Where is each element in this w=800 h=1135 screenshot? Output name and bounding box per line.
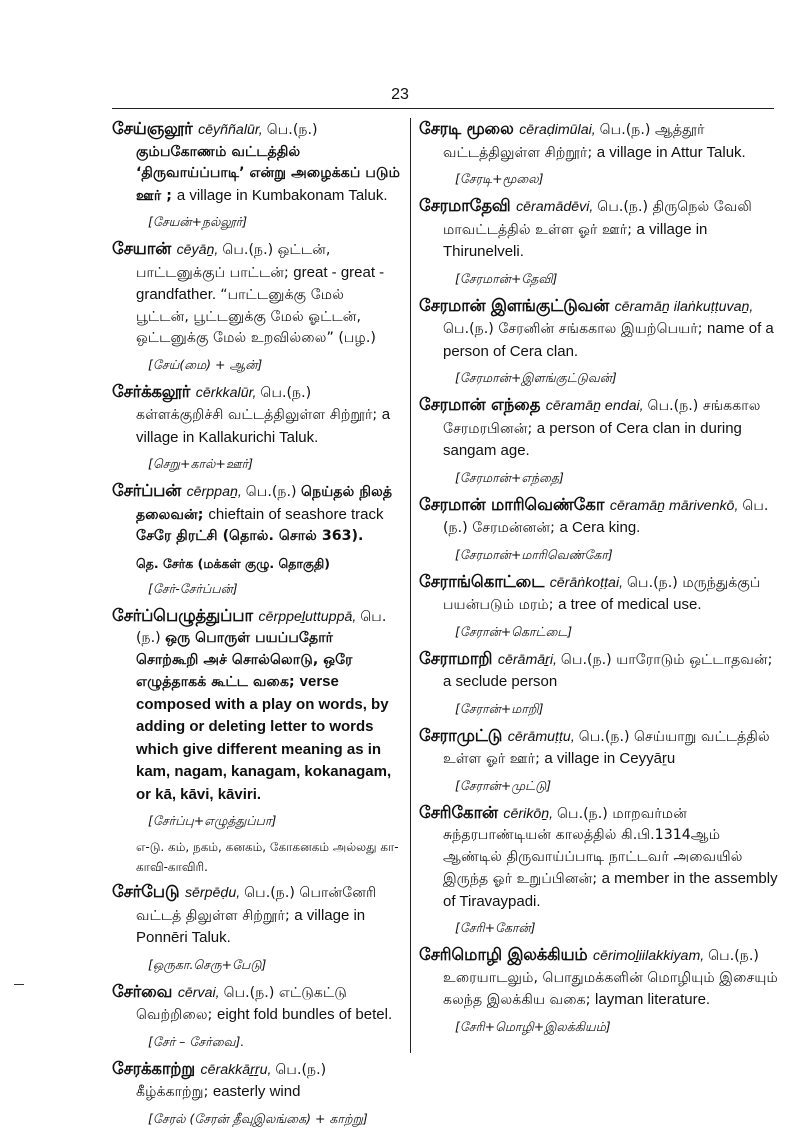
tamil-definition: சேரமன்னன்; — [472, 520, 560, 536]
english-definition: chieftain of seashore track — [208, 505, 384, 523]
english-definition: a seclude person — [443, 673, 558, 690]
tamil-definition: ஒரு பொருள் பயப்பதோர் சொற்கூறி அச் சொல்லொடு, ஒரே எழுத்தாகக் கூட்ட வகை; — [136, 630, 353, 690]
tamil-definition: பொன்னேரி வட்டத் திலுள்ள சிற்றூர்; — [136, 885, 377, 924]
tamil-definition: கீழ்க்காற்று; — [136, 1084, 213, 1100]
entry-text — [112, 118, 400, 207]
headword: சேரிமொழி இலக்கியம் — [419, 945, 594, 964]
english-definition: a village in Ponnēri Taluk. — [136, 906, 366, 946]
grammar-tag: பெ.(ந.) — [599, 122, 655, 138]
transliteration: sērpēḍu, — [184, 885, 245, 901]
grammar-tag: பெ.(ந.) — [443, 321, 499, 337]
headword: சேரமான் இளங்குட்டுவன் — [419, 295, 615, 315]
headword: சேயான் — [112, 239, 177, 258]
tamil-definition: நெய்தல் நிலத் தலைவன்; — [136, 484, 393, 523]
citation: சேரே திரட்சி (தொல். சொல் 363). — [136, 528, 364, 544]
tamil-definition: ஒட்டன், பாட்டனுக்குப் பாட்டன்; — [136, 242, 331, 281]
dictionary-entry — [112, 605, 400, 878]
headword: சேரக்காற்று — [112, 1058, 201, 1078]
tamil-definition: உரையாடலும், பொதுமக்களின் மொழியும் இசையும் கலந்த இலக்கிய வகை; — [443, 969, 778, 1008]
header-rule — [112, 108, 774, 109]
grammar-tag: பெ.(ந.) — [244, 885, 300, 901]
grammar-tag: பெ.(ந.) — [557, 805, 613, 822]
margin-mark — [14, 984, 24, 985]
transliteration: cēramāṉ endai, — [545, 398, 648, 414]
etymology: [சேரான்+கொட்டை] — [455, 623, 573, 639]
proverb: “பாட்டனுக்கு மேல் பூட்டன், பூட்டனுக்கு மேல் ஓட்டன், ஒட்டனுக்கு மேல் உறவில்லை” (பழ.) — [136, 287, 376, 346]
transliteration: cērāṅkoṭṭai, — [549, 574, 627, 591]
transliteration: cēraḍimūlai, — [519, 122, 600, 138]
transliteration: cērakkāṟṟu, — [200, 1061, 276, 1078]
transliteration: cērvai, — [177, 984, 224, 1001]
grammar-tag: பெ.(ந.) — [223, 984, 279, 1001]
grammar-tag: பெ.(ந.) — [136, 608, 387, 646]
dictionary-entry — [112, 238, 400, 374]
dictionary-entry — [419, 494, 781, 564]
headword: சேர்பேடு — [112, 882, 185, 901]
entry-text — [419, 195, 781, 264]
english-definition: verse composed with a play on words, by adding or deleting letter to words which give different meaning as in kam, nagam, kanagam, kokanagam, or kā, kāvi, kāviri. — [136, 673, 392, 803]
tamil-definition: மாறவர்மன் சுந்தரபாண்டியன் காலத்தில் கி.பி.1314ஆம் ஆண்டில் திருவாய்ப்பாடி நாட்டவர் அவையில் இருந்த ஓர் உறுப்பினன்; — [443, 805, 743, 887]
grammar-tag: பெ.(ந.) — [275, 1061, 327, 1078]
etymology: [சேர் – சேர்வை]. — [148, 1033, 245, 1049]
headword: சேராங்கொட்டை — [419, 571, 550, 591]
grammar-tag: பெ.(ந.) — [245, 484, 302, 500]
etymology: [சேரமான்+இளங்குட்டுவன்] — [455, 370, 617, 385]
english-definition: a village in Attur Taluk. — [596, 143, 746, 161]
english-definition: a village in Thirunelveli. — [443, 220, 708, 260]
headword: சேர்ப்பன் — [112, 481, 187, 500]
grammar-tag: பெ.(ந.) — [708, 948, 759, 964]
dictionary-entry — [419, 648, 781, 718]
tamil-definition: யாரோடும் ஒட்டாதவன்; — [616, 651, 773, 668]
grammar-tag: பெ.(ந.) — [260, 384, 312, 401]
entry-text — [112, 238, 400, 350]
page-number: 23 — [391, 86, 409, 103]
english-definition: name of a person of Cera clan. — [443, 320, 774, 360]
headword: சேர்வை — [112, 981, 178, 1001]
english-definition: layman literature. — [595, 991, 711, 1008]
grammar-tag: பெ.(ந.) — [560, 651, 617, 668]
headword: சேர்ப்பெழுத்துப்பா — [112, 605, 259, 625]
tamil-definition: மருந்துக்குப் பயன்படும் மரம்; — [443, 574, 761, 613]
etymology: [சேரமான்+தேவி] — [455, 270, 558, 286]
english-definition: easterly wind — [212, 1083, 301, 1100]
entry-text — [419, 802, 781, 914]
english-definition: a village in Ceyyāṟu — [544, 750, 676, 767]
etymology: [சேரமான்+எந்தை] — [455, 469, 564, 485]
example-note: எ-டு. கம், நகம், கனகம், கோகனகம் அல்லது கா-காவி-காவிரி. — [136, 840, 399, 874]
dictionary-entry — [112, 381, 400, 474]
dictionary-entry — [419, 802, 781, 938]
tamil-definition: செய்யாறு வட்டத்தில் உள்ள ஓர் ஊர்; — [443, 728, 770, 767]
etymology: [சேரான்+மாறி] — [455, 700, 544, 716]
etymology: [சேயன்+நல்லூர்] — [148, 214, 248, 229]
dictionary-entry — [419, 118, 781, 188]
grammar-tag: பெ.(ந.) — [627, 574, 683, 591]
grammar-tag: பெ.(ந.) — [266, 122, 318, 138]
grammar-tag: பெ.(ந.) — [222, 242, 278, 258]
transliteration: cēramāṉ mārivenkō, — [609, 497, 743, 514]
transliteration: cērppaṉ, — [186, 484, 246, 500]
english-definition: a person of Cera clan in during sangam age. — [443, 419, 742, 459]
headword: சேய்ஞலூர் — [112, 119, 199, 138]
transliteration: cērāmuṭṭu, — [507, 728, 579, 745]
etymology: [ஒருகா.செரு+பேடு] — [148, 956, 267, 972]
headword: சேராமுட்டு — [419, 725, 508, 745]
english-definition: a member in the assembly of Tiravaypadi. — [443, 870, 778, 910]
entry-text — [419, 295, 781, 364]
entry-text — [112, 981, 400, 1027]
english-definition: a village in Kallakurichi Taluk. — [136, 406, 391, 446]
left-column — [112, 118, 400, 1135]
tamil-definition: ஆத்தூர் வட்டத்திலுள்ள சிற்றூர்; — [443, 122, 705, 161]
transliteration: cēramāṉ ilaṅkuṭṭuvaṉ, — [614, 298, 754, 315]
etymology: [சேரான்+முட்டு] — [455, 777, 552, 793]
dictionary-entry — [419, 944, 781, 1036]
transliteration: cēramādēvi, — [516, 199, 598, 215]
etymology: [சேரடி+மூலை] — [455, 171, 544, 186]
tamil-definition: சேரனின் சங்ககால இயற்பெயர்; — [498, 321, 708, 337]
entry-text — [112, 605, 400, 807]
entry-text — [112, 381, 400, 450]
headword: சேர்க்கலூர் — [112, 381, 196, 401]
tamil-definition: கள்ளக்குறிச்சி வட்டத்திலுள்ள சிற்றூர்; — [136, 407, 382, 423]
entry-text — [419, 571, 781, 617]
tamil-definition: கும்பகோணம் வட்டத்தில் ‘திருவாய்ப்பாடி’ என்று அழைக்கப் படும் ஊர் ; — [136, 143, 400, 204]
transliteration: cēyññalūr, — [198, 122, 267, 138]
headword: சேரமான் மாரிவெண்கோ — [419, 494, 610, 514]
grammar-tag: பெ.(ந.) — [647, 398, 703, 414]
column-divider — [410, 118, 411, 1053]
transliteration: cēyāṉ, — [176, 242, 223, 258]
grammar-tag: பெ.(ந.) — [443, 497, 769, 536]
tamil-definition: திருநெல் வேலி மாவட்டத்தில் உள்ள ஓர் ஊர்; — [443, 199, 752, 238]
etymology: [சேர்-சேர்ப்பன்] — [148, 580, 238, 596]
headword: சேரமான் எந்தை — [419, 395, 546, 414]
entry-text — [419, 394, 781, 463]
transliteration: cērāmāṟi, — [497, 651, 561, 668]
entry-text — [112, 1058, 400, 1104]
dictionary-entry — [419, 195, 781, 288]
english-definition: eight fold bundles of betel. — [216, 1006, 393, 1023]
entry-text — [419, 648, 781, 694]
dictionary-entry — [419, 725, 781, 795]
entry-text — [112, 480, 400, 548]
etymology: [சேரி+மொழி+இலக்கியம்] — [455, 1018, 611, 1034]
english-definition: a village in Kumbakonam Taluk. — [176, 186, 388, 204]
tamil-definition: எட்டுகட்டு வெற்றிலை; — [136, 984, 347, 1023]
dictionary-entry — [419, 394, 781, 487]
dictionary-entry — [112, 881, 400, 974]
headword: சேரமாதேவி — [419, 196, 517, 215]
dictionary-entry — [112, 480, 400, 598]
headword: சேரடி மூலை — [419, 119, 520, 138]
dictionary-entry — [112, 118, 400, 231]
headword: சேரிகோன் — [419, 802, 504, 822]
etymology: [சேரி+கோன்] — [455, 920, 536, 935]
tamil-definition: சங்ககால சேரமரபினன்; — [443, 398, 761, 437]
dictionary-entry — [112, 981, 400, 1051]
right-column — [419, 118, 781, 1043]
etymology: [சேரல் (சேரன் தீவுஇலங்கை) + காற்று] — [148, 1110, 368, 1126]
entry-text — [419, 494, 781, 540]
etymology: [செறு+கால்+ஊர்] — [148, 456, 253, 471]
entry-text — [419, 944, 781, 1012]
english-definition: a Cera king. — [559, 519, 641, 536]
etymology: [சேர்ப்பு+எழுத்துப்பா] — [148, 813, 277, 828]
cognate-note: தெ. சேர்க (மக்கள் குழு. தொகுதி) — [136, 555, 330, 571]
entry-text — [112, 881, 400, 950]
dictionary-entry — [112, 1058, 400, 1128]
transliteration: cērikōṉ, — [503, 805, 557, 822]
dictionary-entry — [419, 571, 781, 641]
dictionary-entry — [419, 295, 781, 388]
transliteration: cērppeḻuttuppā, — [258, 608, 361, 625]
headword: சேராமாறி — [419, 648, 498, 668]
grammar-tag: பெ.(ந.) — [597, 199, 653, 215]
grammar-tag: பெ.(ந.) — [578, 728, 635, 745]
entry-text — [419, 118, 781, 164]
english-definition: great - great - grandfather. — [136, 263, 385, 303]
transliteration: cērkkalūr, — [195, 384, 261, 401]
etymology: [சேய்(மை) + ஆன்] — [148, 356, 263, 372]
transliteration: cērimoḻiilakkiyam, — [593, 948, 709, 964]
entry-text — [419, 725, 781, 771]
etymology: [சேரமான்+மாரிவெண்கோ] — [455, 546, 613, 562]
english-definition: a tree of medical use. — [558, 596, 702, 613]
